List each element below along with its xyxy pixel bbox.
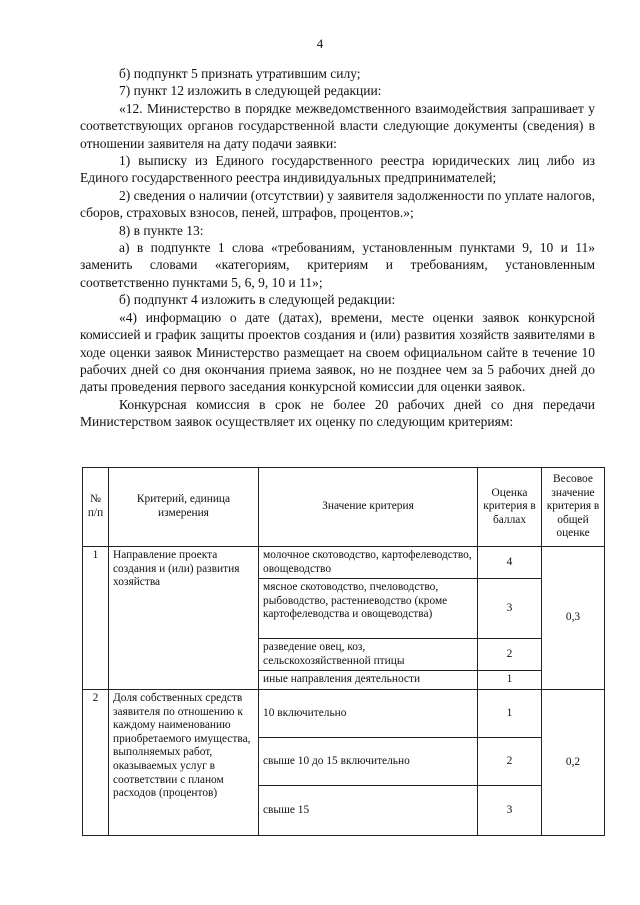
score-cell: 3 [478, 785, 542, 835]
document-body [80, 65, 595, 431]
value-cell: иные направления деятельности [259, 671, 478, 690]
row-number: 2 [83, 689, 109, 835]
table-row [83, 547, 605, 579]
page-number: 4 [316, 36, 324, 51]
header-value: Значение критерия [259, 468, 478, 547]
score-cell: 3 [478, 579, 542, 639]
paragraph: 2) сведения о наличии (отсутствии) у заявителя задолженности по уплате налогов, сборов, страховых взносов, пеней, штрафов, процентов.»; [80, 187, 595, 221]
header-weight: Весовое значение критерия в общей оценке [542, 468, 605, 547]
value-cell: свыше 15 [259, 785, 478, 835]
header-num: № п/п [83, 468, 109, 547]
paragraph: Конкурсная комиссия в срок не более 20 рабочих дней со дня передачи Министерством заявок осуществляет их оценку по следующим критериям: [80, 396, 595, 430]
criteria-table [82, 467, 605, 836]
paragraph: б) подпункт 5 признать утратившим силу; [119, 66, 361, 81]
paragraph: б) подпункт 4 изложить в следующей редакции: [119, 292, 396, 308]
score-cell: 1 [478, 689, 542, 737]
paragraph: «12. Министерство в порядке межведомственного взаимодействия запрашивает у соответствующих органов государственной власти следующие документы (сведения) в отношении заявителя на дату подачи заявки: [80, 100, 595, 151]
header-score: Оценка критерия в баллах [478, 468, 542, 547]
value-cell: молочное скотоводство, картофелеводство, овощеводство [259, 547, 478, 579]
criterion-cell: Доля собственных средств заявителя по отношению к каждому наименованию приобретаемого имущества, выполняемых работ, оказываемых услуг в соответствии с планом расходов (процентов) [109, 689, 259, 835]
paragraph: 7) пункт 12 изложить в следующей редакции: [119, 83, 382, 99]
paragraph: 1) выписку из Единого государственного реестра юридических лиц либо из Единого государственного реестра индивидуальных предпринимателей; [80, 153, 595, 186]
score-cell: 4 [478, 547, 542, 579]
criterion-cell: Направление проекта создания и (или) развития хозяйства [109, 547, 259, 690]
table-row [83, 689, 605, 737]
value-cell: 10 включительно [259, 689, 478, 737]
value-cell: мясное скотоводство, пчеловодство, рыбоводство, растениеводство (кроме картофелеводства и овощеводства) [259, 579, 478, 639]
score-cell: 2 [478, 639, 542, 671]
weight-cell: 0,3 [542, 547, 605, 690]
score-cell: 1 [478, 671, 542, 690]
paragraph: «4) информацию о дате (датах), времени, месте оценки заявок конкурсной комиссией и график защиты проектов создания и (или) развития хозяйств заявителями в ходе оценки заявок Министерство размещает на своем официальном сайте в течение 10 рабочих дней со дня окончания приема заявок, но не позднее чем за 5 рабочих дней до даты проведения первого заседания конкурсной комиссии для оценки заявок. [80, 309, 595, 395]
value-cell: разведение овец, коз, сельскохозяйственной птицы [259, 639, 478, 671]
weight-cell: 0,2 [542, 689, 605, 835]
row-number: 1 [83, 547, 109, 690]
score-cell: 2 [478, 737, 542, 785]
paragraph: 8) в пункте 13: [119, 222, 204, 238]
header-criterion: Критерий, единица измерения [109, 468, 259, 547]
value-cell: свыше 10 до 15 включительно [259, 737, 478, 785]
table-header-row [83, 468, 605, 547]
paragraph: а) в подпункте 1 слова «требованиям, установленным пунктами 9, 10 и 11» заменить словами «категориям, критериям и требованиям, установленным соответственно пунктами 5, 6, 9, 10 и 11»; [80, 240, 595, 290]
